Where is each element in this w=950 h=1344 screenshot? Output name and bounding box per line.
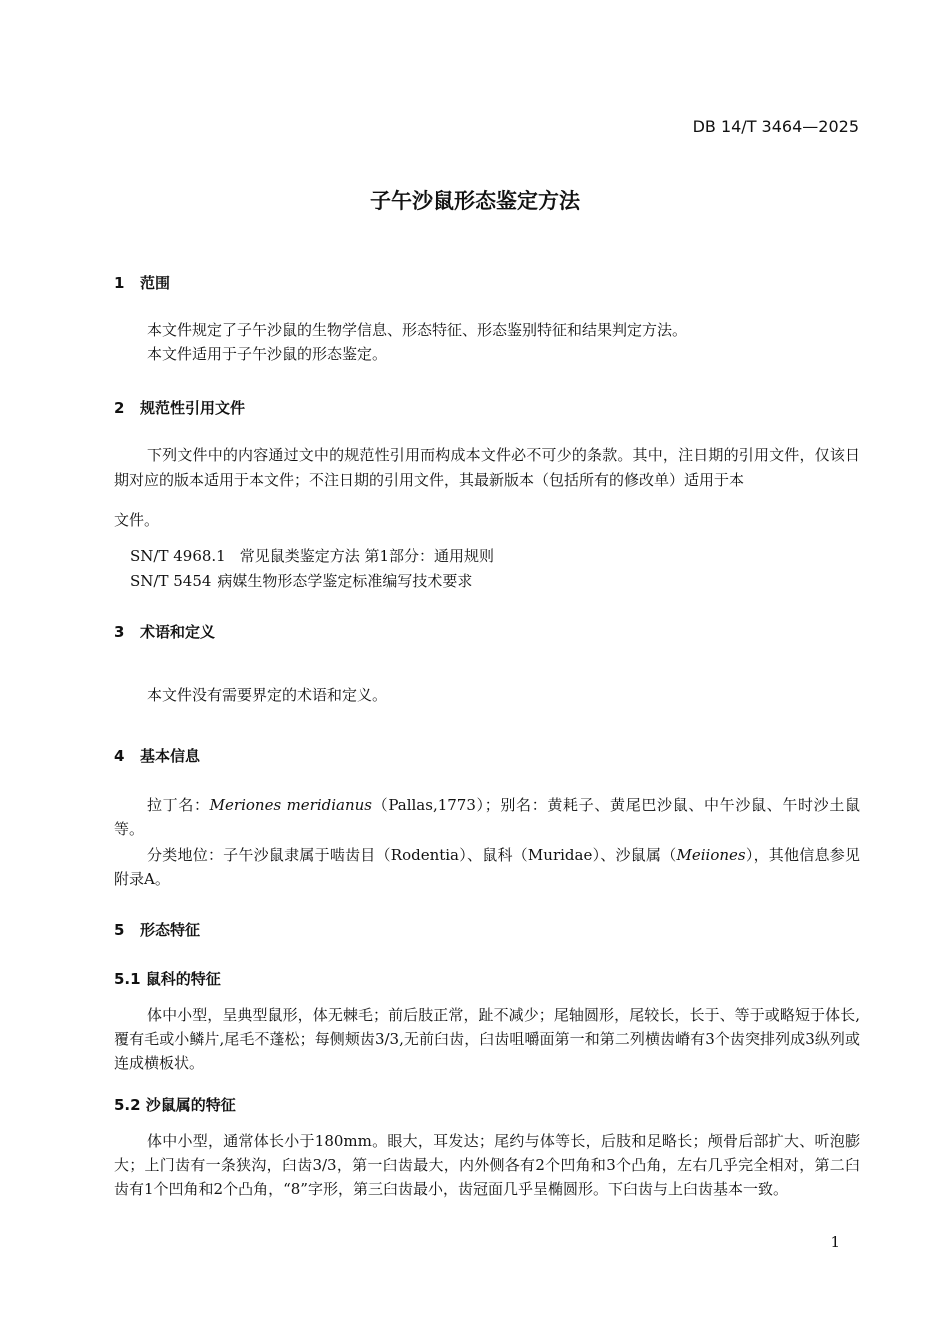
document-title: 子午沙鼠形态鉴定方法 [370, 189, 580, 213]
normative-reference [130, 545, 494, 566]
section-4-heading [114, 745, 200, 766]
subsection-5-2-heading: 5.2 沙鼠属的特征 [114, 1096, 236, 1114]
paragraph: 体中小型，呈典型鼠形，体无棘毛；前后肢正常，趾不减少；尾轴圆形，尾较长，长于、等于或略短于体长,覆有毛或小鳞片,尾毛不蓬松；每侧颊齿3/3,无前臼齿，臼齿咀嚼面第一和第二列横齿嵴有3个齿突排列成3纵列或连成横板状。 [114, 1006, 860, 1072]
classification-text: 分类地位：子午沙鼠隶属于啮齿目（Rodentia）、鼠科（Muridae）、沙鼠属（ [147, 846, 677, 864]
latin-name: Meriones meridianus [209, 796, 373, 814]
reference-title: 常见鼠类鉴定方法 第1部分：通用规则 [239, 547, 495, 565]
paragraph-classification [114, 843, 860, 891]
section-number: 5 [114, 921, 125, 939]
paragraph: 本文件规定了子午沙鼠的生物学信息、形态特征、形态鉴别特征和结果判定方法。 [147, 321, 688, 339]
genus-name: Meiiones [676, 846, 746, 864]
section-number: 1 [114, 274, 125, 292]
section-number: 4 [114, 747, 125, 765]
reference-code: SN/T 5454 [130, 572, 212, 590]
section-number: 3 [114, 623, 125, 641]
section-title: 规范性引用文件 [140, 399, 246, 417]
paragraph-latin-name [114, 793, 860, 841]
section-title: 基本信息 [140, 747, 201, 765]
section-title: 形态特征 [140, 921, 201, 939]
paragraph: 本文件适用于子午沙鼠的形态鉴定。 [147, 345, 388, 363]
paragraph-tail: 文件。 [114, 511, 160, 529]
document-code: DB 14/T 3464—2025 [692, 117, 859, 136]
classification-tail: ），其他信息参见附录A。 [114, 846, 860, 888]
reference-title: 病媒生物形态学鉴定标准编写技术要求 [217, 572, 473, 590]
reference-code: SN/T 4968.1 [130, 547, 226, 565]
paragraph: 本文件没有需要界定的术语和定义。 [147, 686, 388, 704]
latin-label: 拉丁名： [147, 796, 210, 814]
normative-reference [130, 570, 472, 591]
section-2-heading [114, 397, 245, 418]
section-5-heading [114, 919, 200, 940]
section-3-heading [114, 621, 215, 642]
subsection-5-1-heading: 5.1 鼠科的特征 [114, 970, 221, 988]
page-number: 1 [830, 1233, 840, 1251]
paragraph: 体中小型，通常体长小于180mm。眼大，耳发达；尾约与体等长，后肢和足略长；颅骨后部扩大、听泡膨大；上门齿有一条狭沟，臼齿3/3，第一臼齿最大，内外侧各有2个凹角和3个凸角，左右几乎完全相对，第二臼齿有1个凹角和2个凸角，“8”字形，第三臼齿最小，齿冠面几乎呈椭圆形。下臼齿与上臼齿基本一致。 [114, 1132, 860, 1198]
section-1-heading [114, 272, 170, 293]
section-number: 2 [114, 399, 125, 417]
section-title: 范围 [140, 274, 171, 292]
section-title: 术语和定义 [140, 623, 216, 641]
latin-rest: （Pallas,1773）；别名：黄耗子、黄尾巴沙鼠、中午沙鼠、午时沙土鼠等。 [114, 796, 861, 838]
paragraph: 下列文件中的内容通过文中的规范性引用而构成本文件必不可少的条款。其中，注日期的引用文件，仅该日期对应的版本适用于本文件；不注日期的引用文件，其最新版本（包括所有的修改单）适用于本 [114, 446, 860, 489]
